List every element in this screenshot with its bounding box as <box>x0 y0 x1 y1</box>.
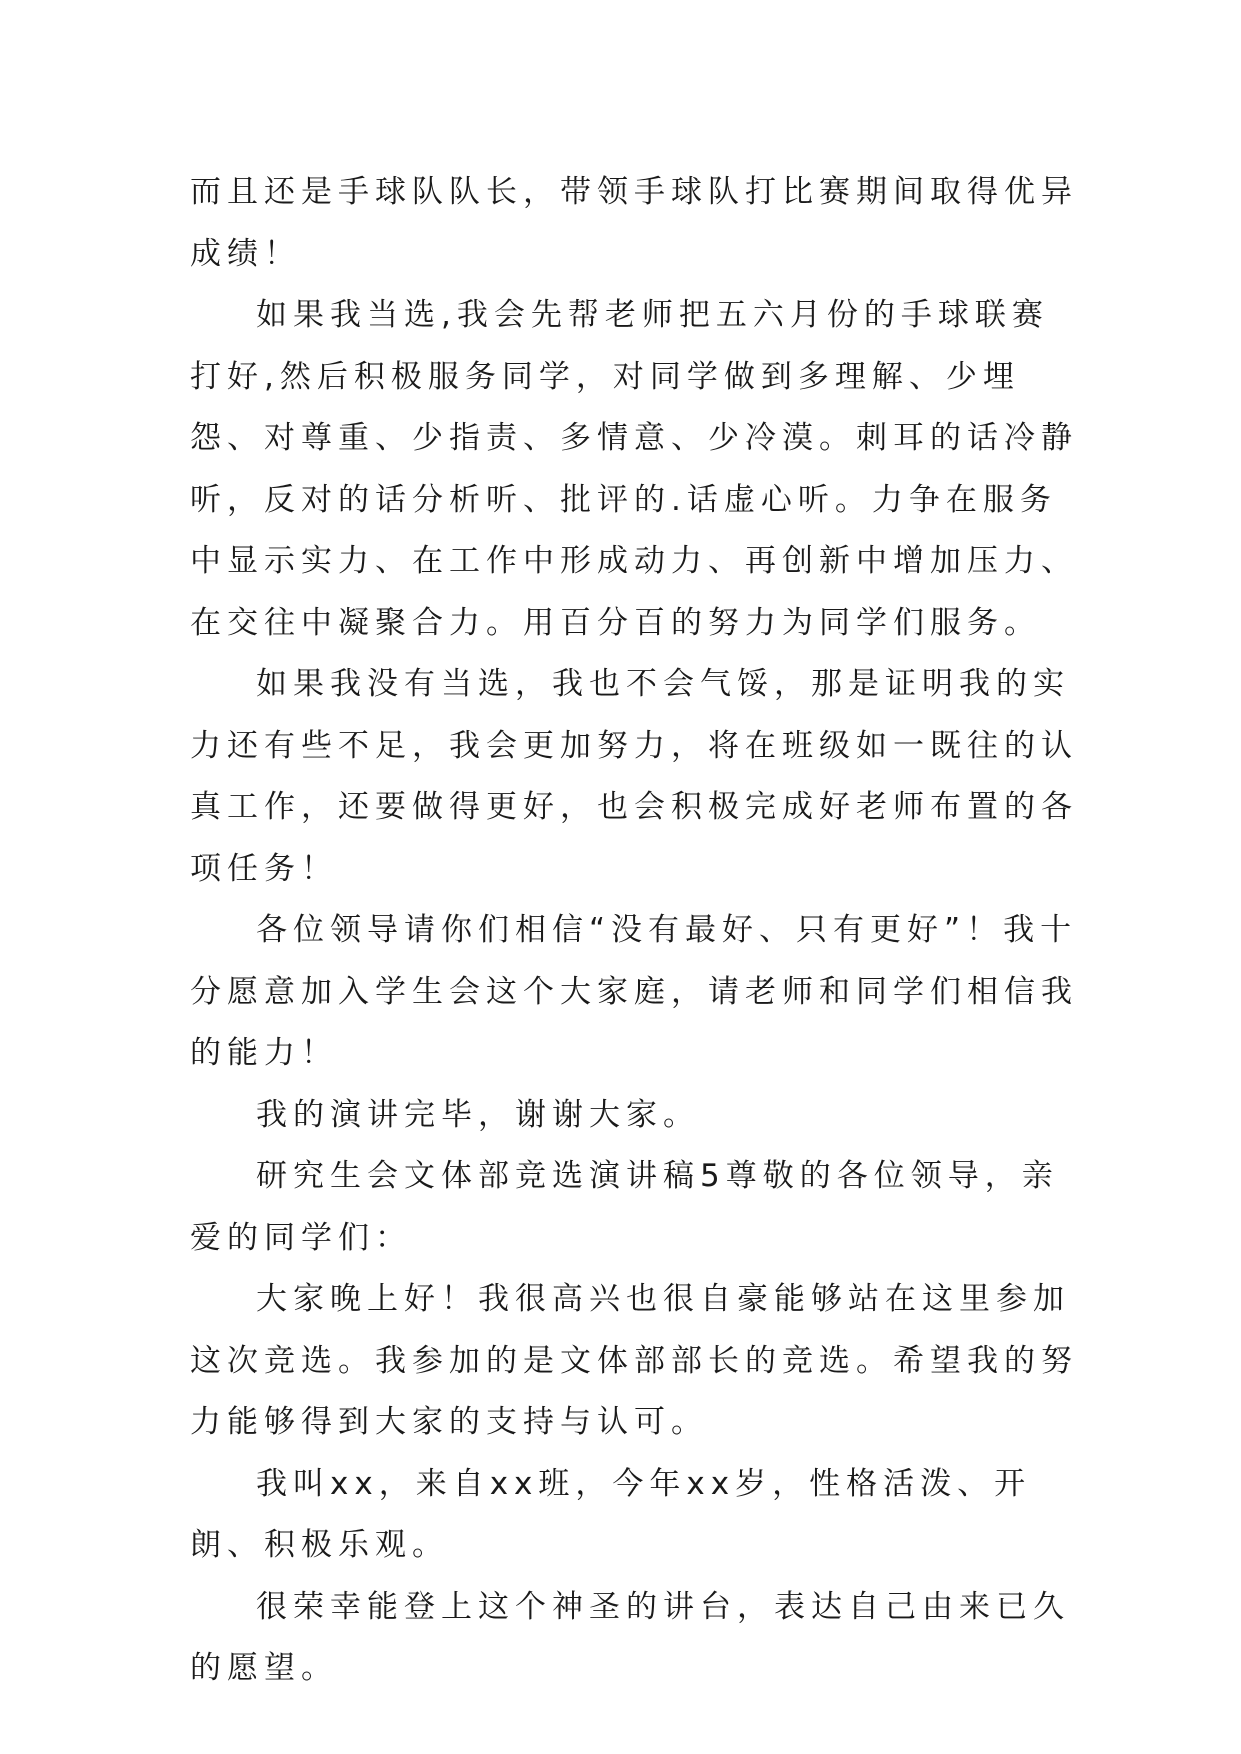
document-body <box>190 162 1080 1700</box>
paragraph: 如果我当选,我会先帮老师把五六月份的手球联赛打好,然后积极服务同学，对同学做到多理解、少埋怨、对尊重、少指责、多情意、少冷漠。刺耳的话冷静听，反对的话分析听、批评的.话虚心听。力争在服务中显示实力、在工作中形成动力、再创新中增加压力、在交往中凝聚合力。用百分百的努力为同学们服务。 <box>190 297 1078 641</box>
paragraph: 如果我没有当选，我也不会气馁，那是证明我的实力还有些不足，我会更加努力，将在班级如一既往的认真工作，还要做得更好，也会积极完成好老师布置的各项任务！ <box>190 666 1078 887</box>
paragraph: 各位领导请你们相信“没有最好、只有更好”！我十分愿意加入学生会这个大家庭，请老师和同学们相信我的能力！ <box>190 912 1078 1071</box>
paragraph: 我叫xx，来自xx班，今年xx岁，性格活泼、开朗、积极乐观。 <box>190 1465 1032 1563</box>
paragraph: 很荣幸能登上这个神圣的讲台，表达自己由来已久的愿望。 <box>190 1588 1070 1686</box>
paragraph: 而且还是手球队队长，带领手球队打比赛期间取得优异成绩！ <box>190 174 1078 272</box>
paragraph: 大家晚上好！我很高兴也很自豪能够站在这里参加这次竞选。我参加的是文体部部长的竞选。希望我的努力能够得到大家的支持与认可。 <box>190 1281 1078 1440</box>
paragraph: 我的演讲完毕，谢谢大家。 <box>256 1096 700 1133</box>
paragraph: 研究生会文体部竞选演讲稿5尊敬的各位领导，亲爱的同学们： <box>190 1158 1059 1256</box>
